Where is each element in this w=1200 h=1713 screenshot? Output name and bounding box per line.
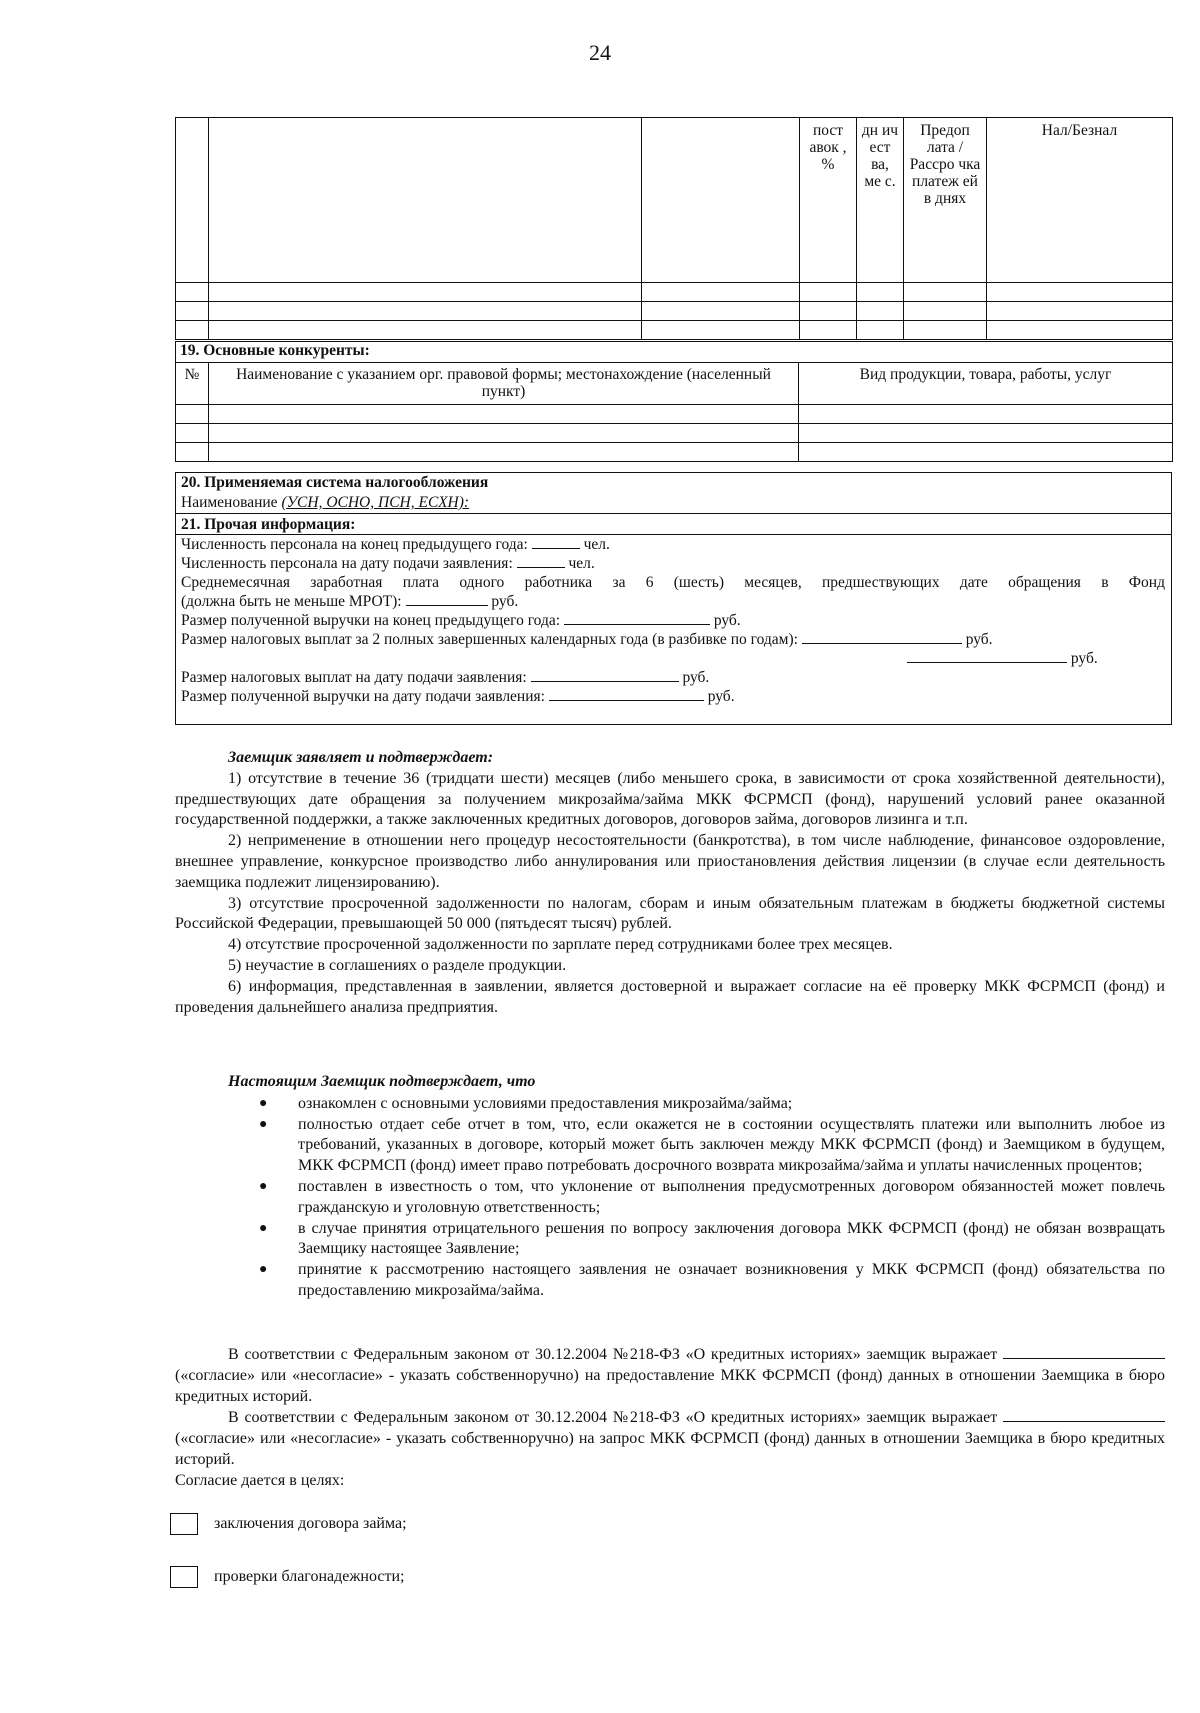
bullet-icon: ● [259,1116,268,1132]
consent-2-signature-field[interactable] [1003,1407,1165,1422]
declaration-item: 6) информация, представленная в заявлении, является достоверной и выражает согласие на её проверку МКК ФСРМСП (фонд) и проведения дальнейшего анализа предприятия. [175,977,1165,1016]
salary-unit: руб. [491,593,519,610]
table-cell [209,118,642,283]
salary-line-1: Среднемесячная заработная плата одного работника за 6 (шесть) месяцев, предшествующих дате обращения в Фонд [181,574,1165,591]
purpose-label: Согласие дается в целях: [175,1471,345,1489]
staff-prev-unit: чел. [583,536,610,553]
reliability-check-label: проверки благонадежности; [214,1568,405,1585]
declaration-item: 3) отсутствие просроченной задолженности по налогам, сборам и иным обязательным платежам в бюджеты бюджетной системы Российской Федерации, превышающей 50 000 (пятьдесят тысяч) рублей. [175,894,1165,933]
salary-label: (должна быть не меньше МРОТ): [181,593,402,610]
table-row [176,302,1173,321]
staff-now-field[interactable] [517,555,565,568]
consent-1-signature-field[interactable] [1003,1344,1165,1359]
tax-system-hint[interactable]: (УСН, ОСНО, ПСН, ЕСХН): [281,494,470,511]
table-row [176,405,1173,424]
declaration-item: 5) неучастие в соглашениях о разделе продукции. [228,956,567,974]
tax-2y-unit-2: руб. [1070,650,1098,667]
list-item: ● ознакомлен с основными условиями предоставления микрозайма/займа; [175,1094,1165,1115]
list-item: ● принятие к рассмотрению настоящего заявления не означает возникновения у МКК ФСРМСП (фонд) обязательства по предоставлению микрозайма/займа. [259,1261,1165,1299]
col-header-payment-terms: Предоп лата / Рассро чка платеж ей в днях [904,118,987,283]
competitors-table [175,341,1173,462]
consent-paragraph-1: В соответствии с Федеральным законом от 30.12.2004 №218-ФЗ «О кредитных историях» заемщик выражает («согласие» или «несогласие» - указать собственноручно) на предоставление МКК ФСРМСП (фонд) данных в отношении Заемщика в бюро кредитных историй. [175,1346,1165,1405]
staff-now-label: Численность персонала на дату подачи заявления: [181,555,513,572]
declaration-item: 1) отсутствие в течение 36 (тридцати шести) месяцев (либо меньшего срока, в зависимости от срока хозяйственной деятельности), предшествующих дате обращения за получением микрозайма/займа МКК ФСРМСП (фонд), нарушений условий ранее оказанной государственной поддержки, а также заключенных кредитных договоров, договоров займа, договоров лизинга и т.п. [175,769,1165,829]
section-21-title: 21. Прочая информация: [176,515,1171,535]
bullet-icon: ● [259,1095,268,1111]
revenue-prev-field[interactable] [564,612,710,625]
consent-block [175,1344,1165,1492]
tax-2y-label: Размер налоговых выплат за 2 полных завершенных календарных года (в разбивке по годам): [181,631,798,648]
table-row [176,283,1173,302]
revenue-now-field[interactable] [549,688,704,701]
tax-2y-field-2[interactable] [907,650,1067,663]
col-header-cash-type: Нал/Безнал [987,118,1173,283]
confirmation-heading: Настоящим Заемщик подтверждает, что [228,1073,536,1090]
salary-field[interactable] [406,593,488,606]
table-cell [642,118,800,283]
consent-paragraph-2: В соответствии с Федеральным законом от 30.12.2004 №218-ФЗ «О кредитных историях» заемщик выражает («согласие» или «несогласие» - указать собственноручно) на запрос МКК ФСРМСП (фонд) данных в отношении Заемщика в бюро кредитных историй. [175,1409,1165,1468]
section-20-title: 20. Применяемая система налогообложения [181,474,489,491]
tax-now-label: Размер налоговых выплат на дату подачи заявления: [181,669,527,686]
list-item: ● поставлен в известность о том, что уклонение от выполнения предусмотренных договором обязанностей может повлечь гражданскую и уголовную ответственность; [259,1177,1165,1216]
reliability-check-checkbox[interactable] [170,1566,198,1588]
bullet-icon: ● [259,1178,268,1194]
loan-agreement-checkbox[interactable] [170,1513,198,1535]
col-header-duration: дн ич ест ва, ме с. [857,118,904,283]
bullet-icon: ● [259,1262,268,1278]
tax-system-label: Наименование [181,494,278,511]
list-item: ● в случае принятия отрицательного решения по вопросу заключения договора МКК ФСРМСП (фонд) не обязан возвращать Заемщику настоящее Заявление; [259,1219,1165,1258]
col-header-share: пост авок , % [800,118,857,283]
col-header-number: № [176,363,209,405]
tax-system-section [175,472,1172,514]
col-header-competitor-name: Наименование с указанием орг. правовой формы; местонахождение (населенный пункт) [209,363,799,405]
declaration-item: 2) неприменение в отношении него процедур несостоятельности (банкротства), в том числе наблюдение, финансовое оздоровление, внешнее управление, конкурсное производство либо аннулирования или приостановления действия лицензии (в случае если деятельность заемщика подлежит лицензированию). [175,832,1165,891]
purpose-option-loan [170,1513,407,1535]
tax-now-field[interactable] [531,669,679,682]
declaration-heading: Заемщик заявляет и подтверждает: [228,749,494,766]
bullet-icon: ● [259,1220,268,1236]
table-cell [176,118,209,283]
revenue-prev-label: Размер полученной выручки на конец предыдущего года: [181,612,561,629]
loan-agreement-label: заключения договора займа; [214,1515,407,1532]
staff-prev-field[interactable] [532,536,580,549]
revenue-now-label: Размер полученной выручки на дату подачи заявления: [181,688,545,705]
table-row [176,424,1173,443]
table-row [176,321,1173,340]
suppliers-table-continuation [175,117,1173,340]
tax-now-unit: руб. [682,669,710,686]
revenue-now-unit: руб. [707,688,735,705]
tax-2y-unit-1: руб. [965,631,993,648]
purpose-option-reliability [170,1566,404,1588]
staff-now-unit: чел. [568,555,595,572]
list-item: ● полностью отдает себе отчет в том, что, если окажется не в состоянии осуществлять платежи или выполнить любое из требований, указанных в договоре, который может быть заключен между МКК ФСРМСП (фонд) и Заемщиком в будущем, МКК ФСРМСП (фонд) имеет право потребовать досрочного возврата микрозайма/займа и уплаты начисленных процентов; [259,1115,1165,1175]
col-header-products: Вид продукции, товара, работы, услуг [799,363,1173,405]
tax-2y-field-1[interactable] [802,631,962,644]
other-info-section [175,513,1172,725]
declaration-item: 4) отсутствие просроченной задолженности по зарплате перед сотрудниками более трех месяцев. [228,936,893,954]
staff-prev-label: Численность персонала на конец предыдущего года: [181,536,528,553]
confirmation-block [175,1072,1165,1302]
section-19-title: 19. Основные конкуренты: [176,342,1173,363]
table-row [176,443,1173,462]
revenue-prev-unit: руб. [713,612,741,629]
declaration-block [175,748,1165,1018]
page-number: 24 [589,40,611,65]
